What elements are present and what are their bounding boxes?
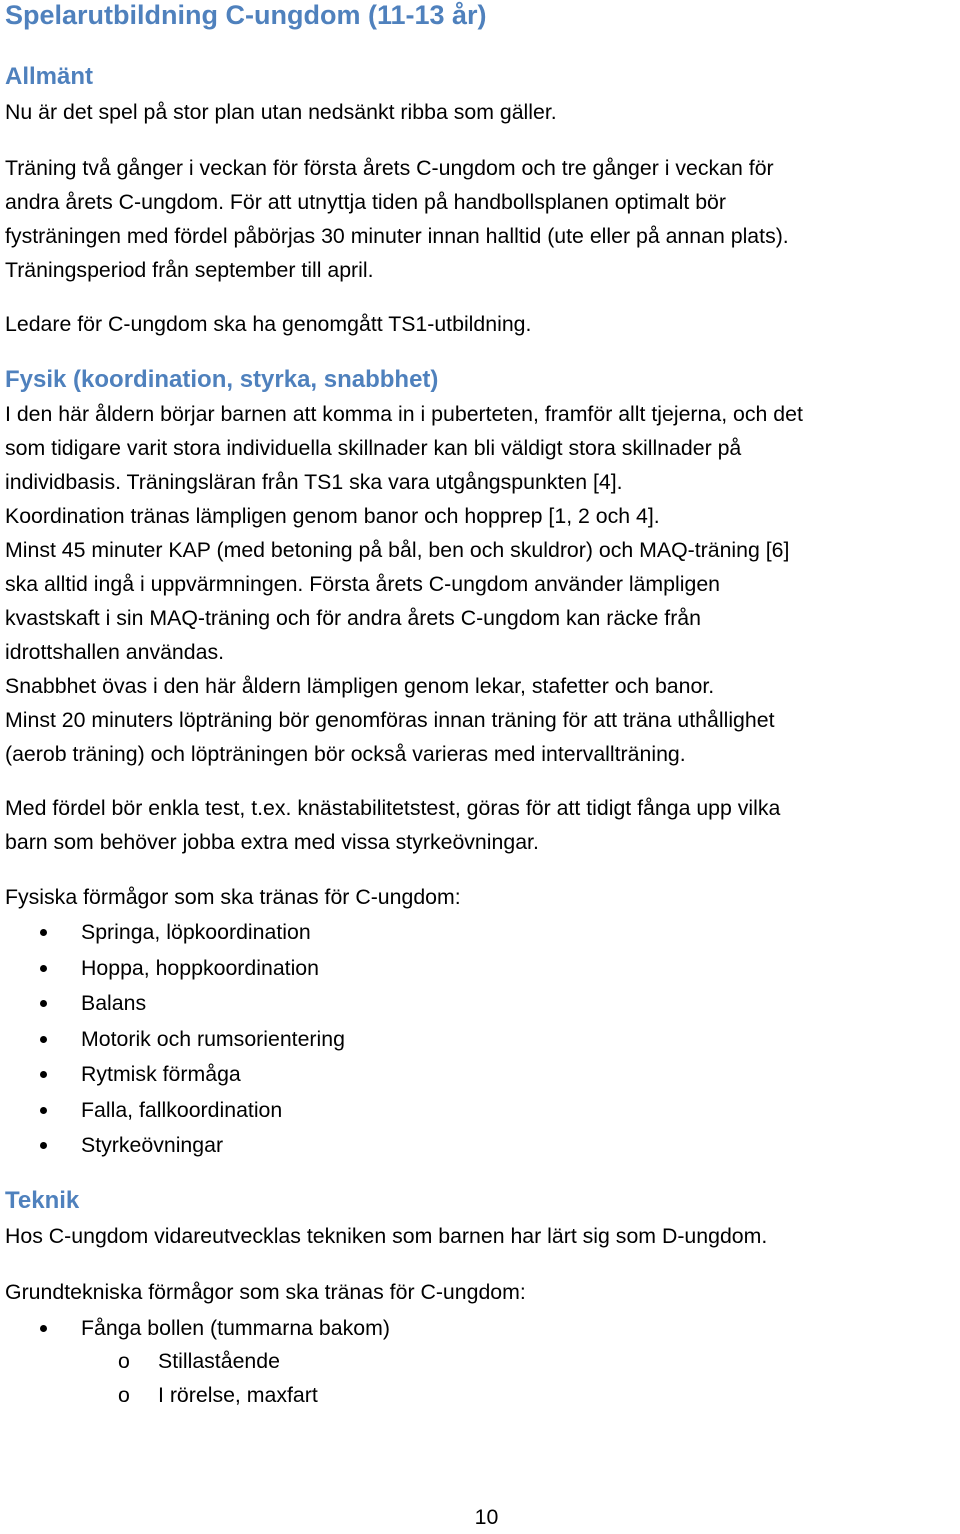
- bullet-icon: [40, 1036, 47, 1043]
- list-item-label: Falla, fallkoordination: [81, 1098, 283, 1122]
- bullet-icon: [40, 1107, 47, 1114]
- section-heading-allmant: Allmänt: [5, 63, 94, 90]
- text-line: Fysiska förmågor som ska tränas för C-ungdom:: [5, 885, 461, 909]
- text-line: Minst 45 minuter KAP (med betoning på bål, ben och skuldror) och MAQ-träning [6]: [5, 538, 790, 562]
- list-item-label: I rörelse, maxfart: [158, 1383, 318, 1407]
- text-line: Koordination tränas lämpligen genom banor och hopprep [1, 2 och 4].: [5, 504, 660, 528]
- bullet-icon: [40, 1142, 47, 1149]
- bullet-icon: [40, 1325, 47, 1332]
- text-line: kvastskaft i sin MAQ-träning och för andra årets C-ungdom kan räcke från: [5, 606, 701, 630]
- section-heading-fysik: Fysik (koordination, styrka, snabbhet): [5, 366, 439, 393]
- text-line: barn som behöver jobba extra med vissa styrkeövningar.: [5, 830, 539, 854]
- text-line: Snabbhet övas i den här åldern lämpligen genom lekar, stafetter och banor.: [5, 674, 715, 698]
- text-line: fysträningen med fördel påbörjas 30 minuter innan halltid (ute eller på annan plats).: [5, 224, 789, 248]
- list-item-label: Stillastående: [158, 1349, 280, 1373]
- list-intro-teknik: [5, 1275, 960, 1309]
- paragraph-fysik-1: [5, 397, 960, 771]
- list-item-label: Motorik och rumsorientering: [81, 1027, 345, 1051]
- circle-bullet-icon: o: [118, 1383, 130, 1407]
- text-line: individbasis. Träningsläran från TS1 ska vara utgångspunkten [4].: [5, 470, 623, 494]
- paragraph-fysik-2: [5, 791, 960, 859]
- text-line: som tidigare varit stora individuella skillnader kan bli väldigt stora skillnader på: [5, 436, 742, 460]
- text-line: Träning två gånger i veckan för första årets C-ungdom och tre gånger i veckan för: [5, 156, 774, 180]
- sub-list-item: [0, 1344, 960, 1378]
- text-line: Ledare för C-ungdom ska ha genomgått TS1-utbildning.: [5, 312, 532, 336]
- text-line: I den här åldern börjar barnen att komma in i puberteten, framför allt tjejerna, och det: [5, 402, 803, 426]
- bullet-icon: [40, 965, 47, 972]
- paragraph-allmant-1: [5, 95, 960, 129]
- bullet-icon: [40, 1000, 47, 1007]
- text-line: Grundtekniska förmågor som ska tränas för C-ungdom:: [5, 1280, 526, 1304]
- list-item-label: Hoppa, hoppkoordination: [81, 956, 319, 980]
- paragraph-allmant-3: [5, 307, 960, 341]
- list-item-label: Rytmisk förmåga: [81, 1062, 241, 1086]
- paragraph-allmant-2: [5, 151, 960, 287]
- circle-bullet-icon: o: [118, 1349, 130, 1373]
- list-item: [0, 1093, 960, 1127]
- text-line: idrottshallen användas.: [5, 640, 225, 664]
- text-line: Hos C-ungdom vidareutvecklas tekniken som barnen har lärt sig som D-ungdom.: [5, 1224, 768, 1248]
- list-item: [0, 915, 960, 949]
- paragraph-teknik-1: [5, 1219, 960, 1253]
- text-line: Nu är det spel på stor plan utan nedsänkt ribba som gäller.: [5, 100, 557, 124]
- list-item: [0, 1057, 960, 1091]
- list-item: [0, 1022, 960, 1056]
- list-intro-fysik: [5, 880, 960, 914]
- text-line: Minst 20 minuters löpträning bör genomföras innan träning för att träna uthållighet: [5, 708, 775, 732]
- page-title: Spelarutbildning C-ungdom (11-13 år): [5, 0, 487, 30]
- list-item-label: Balans: [81, 991, 147, 1015]
- sub-list-item: [0, 1378, 960, 1412]
- list-item-label: Styrkeövningar: [81, 1133, 224, 1157]
- text-line: Träningsperiod från september till april.: [5, 258, 374, 282]
- page-number: 10: [474, 1505, 499, 1529]
- text-line: andra årets C-ungdom. För att utnyttja tiden på handbollsplanen optimalt bör: [5, 190, 726, 214]
- list-item-label: Fånga bollen (tummarna bakom): [81, 1316, 390, 1340]
- list-item: [0, 986, 960, 1020]
- text-line: ska alltid ingå i uppvärmningen. Första årets C-ungdom använder lämpligen: [5, 572, 721, 596]
- list-item: [0, 1128, 960, 1162]
- bullet-icon: [40, 929, 47, 936]
- text-line: (aerob träning) och löpträningen bör också varieras med intervallträning.: [5, 742, 686, 766]
- list-item: [0, 1311, 960, 1345]
- list-item: [0, 951, 960, 985]
- bullet-icon: [40, 1071, 47, 1078]
- list-item-label: Springa, löpkoordination: [81, 920, 311, 944]
- text-line: Med fördel bör enkla test, t.ex. knästabilitetstest, göras för att tidigt fånga upp vilka: [5, 796, 781, 820]
- section-heading-teknik: Teknik: [5, 1187, 80, 1214]
